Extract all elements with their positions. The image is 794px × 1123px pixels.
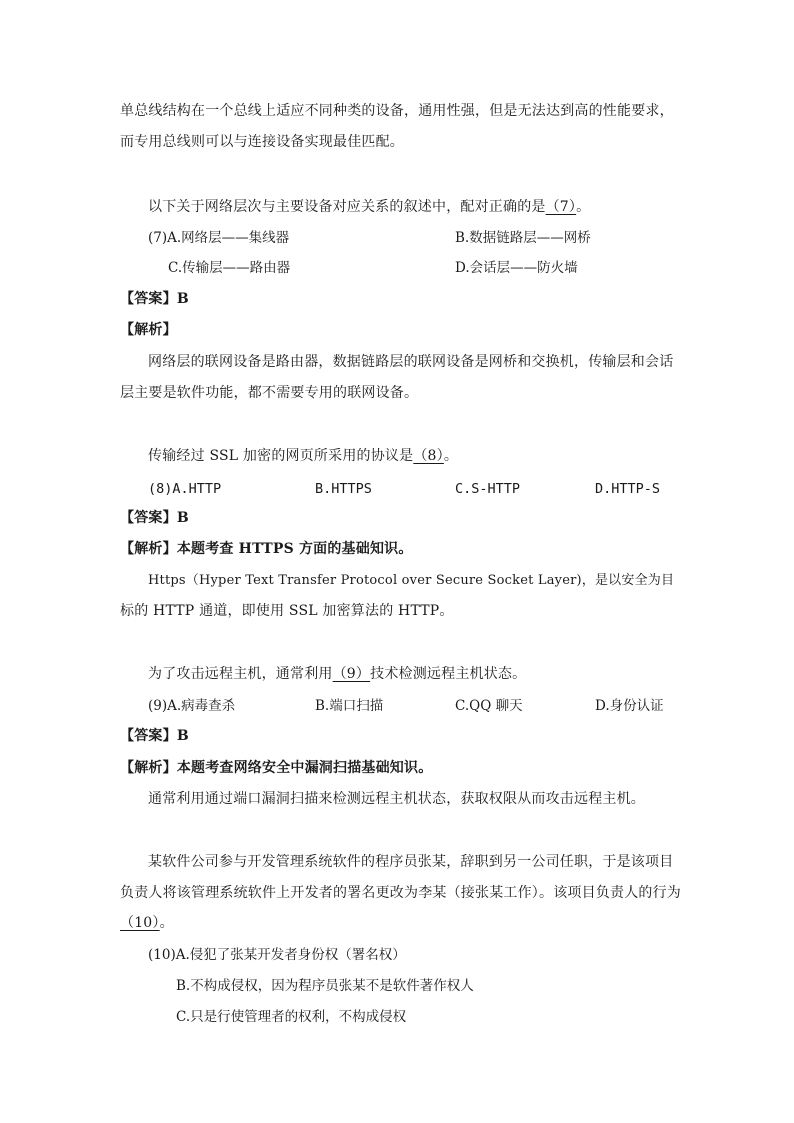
q9-blank: （9） bbox=[332, 666, 371, 682]
q9-answer-value: B bbox=[176, 728, 189, 744]
q7-analysis-line-1: 网络层的联网设备是路由器，数据链路层的联网设备是网桥和交换机，传输层和会话 bbox=[148, 354, 674, 370]
q9-analysis-label: 【解析】 bbox=[120, 760, 177, 776]
q10-option-c: C.只是行使管理者的权利，不构成侵权 bbox=[176, 1009, 407, 1025]
q8-option-c: C.S-HTTP bbox=[455, 481, 521, 497]
q10-blank: （10） bbox=[120, 915, 160, 931]
q10-stem-line-3 bbox=[120, 913, 174, 933]
q7-answer bbox=[120, 289, 189, 309]
q9-answer-label: 【答案】 bbox=[120, 728, 177, 744]
q9-stem bbox=[148, 664, 526, 684]
q7-option-c: C.传输层——路由器 bbox=[168, 260, 291, 276]
intro-line-2: 而专用总线则可以与连接设备实现最佳匹配。 bbox=[120, 134, 404, 150]
q7-option-d: D.会话层——防火墙 bbox=[455, 260, 578, 276]
q9-stem-pre: 为了攻击远程主机，通常利用 bbox=[148, 666, 333, 682]
q7-analysis-label: 【解析】 bbox=[120, 322, 177, 338]
q9-option-a: (9)A.病毒查杀 bbox=[148, 698, 236, 714]
q9-option-b: B.端口扫描 bbox=[315, 698, 384, 714]
q9-analysis-line-1: 通常利用通过端口漏洞扫描来检测远程主机状态，获取权限从而攻击远程主机。 bbox=[148, 791, 645, 807]
q7-option-b: B.数据链路层——网桥 bbox=[455, 230, 591, 246]
q7-stem-post: 。 bbox=[576, 199, 591, 215]
q9-analysis-title: 本题考查网络安全中漏洞扫描基础知识。 bbox=[176, 760, 433, 776]
q8-stem-pre: 传输经过 SSL 加密的网页所采用的协议是 bbox=[148, 448, 414, 464]
q8-option-b: B.HTTPS bbox=[315, 481, 372, 497]
q8-blank: （8） bbox=[413, 448, 444, 464]
q7-analysis-line-2: 层主要是软件功能，都不需要专用的联网设备。 bbox=[120, 385, 419, 401]
q8-answer-label: 【答案】 bbox=[120, 510, 177, 526]
q8-answer bbox=[120, 508, 189, 528]
q9-analysis bbox=[120, 758, 432, 778]
q10-stem-post: 。 bbox=[159, 915, 174, 931]
q9-option-d: D.身份认证 bbox=[595, 698, 664, 714]
q8-stem bbox=[148, 446, 458, 466]
q8-option-d: D.HTTP-S bbox=[595, 481, 661, 497]
q7-stem-pre: 以下关于网络层次与主要设备对应关系的叙述中，配对正确的是 bbox=[148, 199, 546, 215]
intro-line-1: 单总线结构在一个总线上适应不同种类的设备，通用性强，但是无法达到高的性能要求， bbox=[120, 103, 674, 119]
q7-answer-value: B bbox=[176, 291, 189, 307]
q7-stem bbox=[148, 197, 590, 217]
q8-analysis bbox=[120, 539, 413, 559]
q7-answer-label: 【答案】 bbox=[120, 291, 177, 307]
q8-analysis-line-2: 标的 HTTP 通道，即使用 SSL 加密算法的 HTTP。 bbox=[120, 603, 454, 619]
q10-option-b: B.不构成侵权，因为程序员张某不是软件著作权人 bbox=[176, 978, 474, 994]
q7-option-a: (7)A.网络层——集线器 bbox=[148, 230, 290, 246]
q9-answer bbox=[120, 726, 189, 746]
q8-option-a: (8)A.HTTP bbox=[148, 481, 222, 497]
q8-answer-value: B bbox=[176, 510, 189, 526]
q8-analysis-title: 本题考查 HTTPS 方面的基础知识。 bbox=[176, 541, 413, 557]
q8-analysis-label: 【解析】 bbox=[120, 541, 177, 557]
q9-option-c: C.QQ 聊天 bbox=[455, 698, 523, 714]
q10-stem-line-1: 某软件公司参与开发管理系统软件的程序员张某，辞职到另一公司任职，于是该项目 bbox=[148, 854, 674, 870]
q9-stem-post: 技术检测远程主机状态。 bbox=[370, 666, 527, 682]
q7-blank: （7） bbox=[545, 199, 577, 215]
q10-option-a: (10)A.侵犯了张某开发者身份权（署名权） bbox=[148, 947, 406, 963]
q10-stem-line-2: 负责人将该管理系统软件上开发者的署名更改为李某（接张某工作）。该项目负责人的行为 bbox=[120, 885, 681, 901]
q8-analysis-line-1: Https（Hyper Text Transfer Protocol over Secure Socket Layer)，是以安全为目 bbox=[148, 573, 675, 588]
q8-stem-post: 。 bbox=[443, 448, 459, 464]
